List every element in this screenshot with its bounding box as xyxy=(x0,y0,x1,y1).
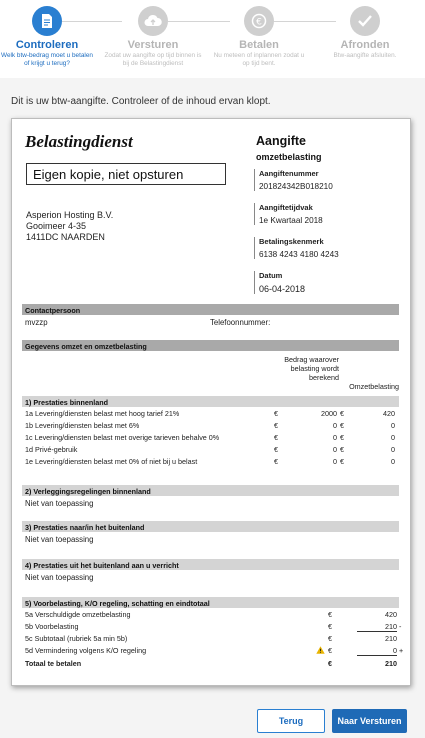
step-title: Controleren xyxy=(15,39,79,51)
row-label: 5c Subtotaal (rubriek 5a min 5b) xyxy=(25,634,128,643)
total-value: 210 xyxy=(385,659,397,668)
intro-text: Dit is uw btw-aangifte. Controleer of de inhoud ervan klopt. xyxy=(11,96,271,107)
amount-value: 210 xyxy=(357,622,397,632)
currency-symbol: € xyxy=(340,409,344,418)
progress-steps xyxy=(0,0,425,78)
back-button[interactable]: Terug xyxy=(257,709,325,733)
amount-value: 0 xyxy=(357,646,397,656)
step-description: Welk btw-bedrag moet u betalen of krijgt u terug? xyxy=(1,52,93,67)
table-row xyxy=(22,420,399,432)
table-row xyxy=(22,633,399,645)
step-controleren xyxy=(0,6,100,68)
meta-value: 6138 4243 4180 4243 xyxy=(259,250,339,259)
currency-symbol: € xyxy=(274,421,278,430)
column-header-tax: Omzetbelasting xyxy=(349,382,399,391)
address-line: 1411DC NAARDEN xyxy=(26,232,105,242)
currency-symbol: € xyxy=(340,445,344,454)
meta-datum xyxy=(254,271,379,294)
amount-value: 210 xyxy=(385,634,397,643)
meta-value: 1e Kwartaal 2018 xyxy=(259,216,323,225)
row-label: 5a Verschuldigde omzetbelasting xyxy=(25,610,131,619)
phone-label: Telefoonnummer: xyxy=(210,318,271,327)
table-row xyxy=(22,408,399,420)
tax-return-document xyxy=(11,118,411,686)
step-versturen xyxy=(100,6,206,68)
currency-symbol: € xyxy=(328,659,332,668)
row-label: 5d Vermindering volgens K/O regeling xyxy=(25,646,147,655)
currency-symbol: € xyxy=(328,646,332,655)
meta-key: Betalingskenmerk xyxy=(259,237,324,246)
euro-icon xyxy=(244,6,274,36)
section-5-header: 5) Voorbelasting, K/O regeling, schatting en eindtotaal xyxy=(22,597,399,608)
step-description: Zodat uw aangifte op tijd binnen is bij de Belastingdienst xyxy=(104,52,202,67)
step-title: Versturen xyxy=(127,39,179,51)
tax-value: 420 xyxy=(383,409,395,418)
operator-sign: - xyxy=(399,622,402,631)
address-line: Asperion Hosting B.V. xyxy=(26,210,114,220)
section-3-header: 3) Prestaties naar/in het buitenland xyxy=(22,521,399,532)
cloud-upload-icon xyxy=(138,6,168,36)
table-row xyxy=(22,609,399,621)
amount-value: 420 xyxy=(385,610,397,619)
meta-aangiftetijdvak xyxy=(254,203,379,225)
currency-symbol: € xyxy=(328,622,332,631)
belastingdienst-logo: Belastingdienst xyxy=(25,132,133,151)
operator-sign: + xyxy=(399,646,404,655)
currency-symbol: € xyxy=(274,445,278,454)
amount-value: 0 xyxy=(333,445,337,454)
step-afronden xyxy=(312,6,418,60)
currency-symbol: € xyxy=(328,634,332,643)
total-row xyxy=(22,658,399,670)
document-title: Aangifte xyxy=(256,134,306,148)
row-label: 5b Voorbelasting xyxy=(25,622,79,631)
table-row xyxy=(22,444,399,456)
row-label: 1b Levering/diensten belast met 6% xyxy=(25,421,140,430)
step-description: Nu meteen of inplannen zodat u op tijd bent. xyxy=(213,52,305,67)
section-2-header: 2) Verleggingsregelingen binnenland xyxy=(22,485,399,496)
row-label: 1d Privé-gebruik xyxy=(25,445,78,454)
meta-key: Datum xyxy=(259,271,283,280)
step-title: Afronden xyxy=(340,39,390,51)
step-description: Btw-aangifte afsluiten. xyxy=(333,52,397,59)
table-row xyxy=(22,621,402,633)
company-address xyxy=(26,210,113,243)
svg-text:€: € xyxy=(256,17,262,28)
warning-icon xyxy=(316,646,325,656)
section-2-text: Niet van toepassing xyxy=(25,499,94,508)
tax-value: 0 xyxy=(391,433,395,442)
currency-symbol: € xyxy=(274,433,278,442)
amount-value: 2000 xyxy=(321,409,337,418)
currency-symbol: € xyxy=(340,433,344,442)
meta-value: 06-04-2018 xyxy=(259,284,306,294)
currency-symbol: € xyxy=(340,421,344,430)
table-row xyxy=(22,432,399,444)
section-4-text: Niet van toepassing xyxy=(25,573,94,582)
document-subtitle: omzetbelasting xyxy=(256,152,322,162)
tax-value: 0 xyxy=(391,457,395,466)
currency-symbol: € xyxy=(274,457,278,466)
section-3-text: Niet van toepassing xyxy=(25,535,94,544)
tax-value: 0 xyxy=(391,421,395,430)
amount-value: 0 xyxy=(333,421,337,430)
currency-symbol: € xyxy=(328,610,332,619)
currency-symbol: € xyxy=(340,457,344,466)
tax-value: 0 xyxy=(391,445,395,454)
address-line: Gooimeer 4-35 xyxy=(26,221,87,231)
meta-betalingskenmerk xyxy=(254,237,379,259)
section-1-header: 1) Prestaties binnenland xyxy=(22,396,399,407)
column-header-amount: Bedrag waarover belasting wordt berekend xyxy=(284,355,339,382)
amount-value: 0 xyxy=(333,433,337,442)
contact-name: mvzzp xyxy=(25,318,48,327)
copy-notice: Eigen kopie, niet opsturen xyxy=(26,163,226,185)
meta-key: Aangiftenummer xyxy=(259,169,319,178)
row-label: 1a Levering/diensten belast met hoog tarief 21% xyxy=(25,409,180,418)
meta-value: 201824342B018210 xyxy=(259,182,333,191)
section-contact-header: Contactpersoon xyxy=(22,304,399,315)
total-label: Totaal te betalen xyxy=(25,659,82,668)
step-betalen xyxy=(206,6,312,68)
section-4-header: 4) Prestaties uit het buitenland aan u verricht xyxy=(22,559,399,570)
meta-aangiftenummer xyxy=(254,169,379,191)
table-row xyxy=(22,456,399,468)
section-gegevens-header: Gegevens omzet en omzetbelasting xyxy=(22,340,399,351)
document-icon xyxy=(32,6,62,36)
table-row xyxy=(22,645,404,657)
row-label: 1c Levering/diensten belast met overige tarieven behalve 0% xyxy=(25,433,220,442)
step-title: Betalen xyxy=(239,39,279,51)
amount-value: 0 xyxy=(333,457,337,466)
currency-symbol: € xyxy=(274,409,278,418)
row-label: 1e Levering/diensten belast met 0% of niet bij u belast xyxy=(25,457,198,466)
checkmark-icon xyxy=(350,6,380,36)
next-button[interactable]: Naar Versturen xyxy=(332,709,407,733)
meta-key: Aangiftetijdvak xyxy=(259,203,313,212)
